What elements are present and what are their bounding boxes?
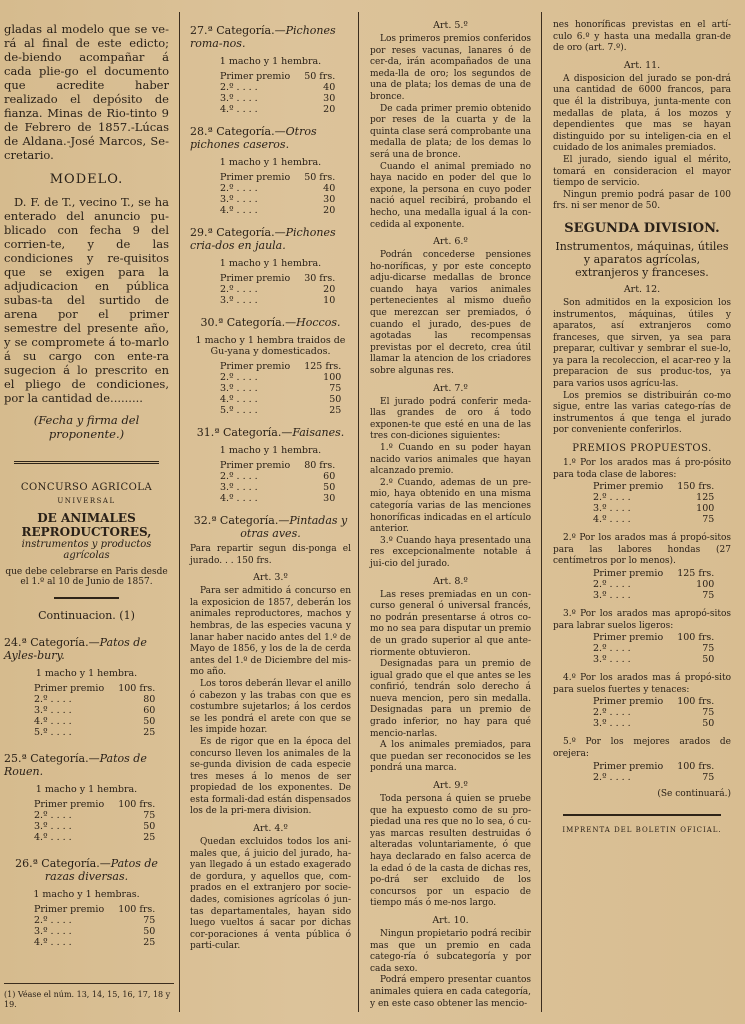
table-row: 3.º . . . . 50	[593, 654, 715, 666]
table-row: Primer premio 80 frs.	[220, 460, 336, 471]
art-11-title: Art. 11.	[623, 59, 661, 71]
category-28-pair: 1 macho y 1 hembra.	[219, 157, 322, 168]
category-26: 26.ª Categoría.—Patos de razas diversas.	[15, 857, 158, 883]
table-row: 4.º . . . . 50	[34, 716, 156, 727]
table-row: 2.º . . . . 75	[593, 643, 715, 655]
art-8-title: Art. 8.º	[433, 575, 468, 587]
art-4-title: Art. 4.º	[253, 823, 288, 835]
edict-end-text: gladas al modelo que se ve-rá al final de este edicto; de-biendo acompañar á cada plie-go el documento que acredite haber realizado el depósito de fianza. Minas de Rio-tinto 9 de Febrero de 1857.-Lúcas de Aldana.-José Marcos, Se-cretario.	[4, 22, 169, 162]
category-26-prizes	[34, 904, 159, 948]
table-row: 3.º . . . . 75	[593, 590, 715, 601]
category-29-pair: 1 macho y 1 hembra.	[219, 258, 322, 269]
table-row: 4.º . . . . 25	[34, 937, 156, 948]
column-rule	[541, 12, 542, 1012]
continuara-note: (Se continuará.)	[657, 788, 731, 799]
category-29-prizes	[220, 273, 339, 306]
art-6-p1: Podrán concederse pensiones ho-noríficas, y por este concepto adju-dicarse medallas de bronce cuando haya varios animales pertenecientes al mismo dueño que merezcan ser premiados, ó cuando el jurado, des-pues de agotadas las recompensas previstas por el decreto, crea útil llamar la atencion de los criadores sobre algunas res.	[370, 250, 531, 377]
table-row: 2.º . . . . 80	[34, 694, 156, 705]
art-12-p1: Son admitidos en la exposicion los instrumentos, máquinas, útiles y aparatos, así extranjeros como franceses, que sirven, ya sea para preparar, cultivar y sembrar el sue-lo, ya para la recoleccion, el acar-reo y la preparacion de sus produc-tos, ya para varios usos agrícu-las.	[553, 297, 731, 390]
table-row: 2.º . . . . 20	[220, 284, 336, 295]
table-row: 5.º . . . . 25	[220, 405, 342, 416]
category-28: 28.ª Categoría.—Otros pichones caseros.	[190, 125, 317, 151]
category-29: 29.ª Categoría.—Pichones cria-dos en jaula.	[190, 226, 336, 252]
table-row: 2.º . . . . 75	[593, 707, 715, 719]
art-7-p4: 3.º Cuando haya presentado una res excepcionalmente notable á jui-cio del jurado.	[370, 535, 531, 569]
table-row: Primer premio 100 frs.	[34, 683, 156, 694]
column-4	[547, 0, 745, 1024]
art-8-p1: Las reses premiadas en un con-curso general ó universal francés, no podrán presentarse á otros co-mo no sea para disputar un premio de un grado superior al que ante-riormente obtuvieron.	[370, 589, 531, 658]
concurso-instruments: instrumentos y productos agrícolas	[21, 539, 152, 561]
art-12-title: Art. 12.	[623, 283, 661, 295]
art-10-p2: Podrá empero presentar cuantos animales quiera en cada categoría, y en este caso obtener las mencio-	[370, 975, 531, 1009]
footnote: (1) Véase el núm. 13, 14, 15, 16, 17, 18 y 19.	[4, 983, 174, 1010]
prize-group-3-table	[593, 632, 718, 665]
table-row: 3.º . . . . 60	[34, 705, 156, 716]
art-8-p2: Designadas para un premio de igual grado que el que antes se les confirió, tendrán solo derecho á nueva mencion, pero sin medalla. Designadas para un premio de grado inferior, no hay para qué mencio-narlas.	[370, 659, 531, 739]
category-27: 27.ª Categoría.—Pichones roma-nos.	[190, 24, 336, 50]
table-row: 2.º . . . . 75	[34, 810, 156, 821]
table-row: Primer premio 100 frs.	[593, 696, 715, 708]
table-row: 2.º . . . . 40	[220, 82, 336, 93]
category-28-prizes	[220, 172, 339, 216]
art-5-p2: De cada primer premio obtenido por reses de la cuarta y de la quinta clase será comprobante una medalla de plata; de los demas lo será una de bronce.	[370, 103, 531, 160]
table-row: 3.º . . . . 50	[593, 718, 715, 730]
prize-group-2-table	[593, 568, 718, 601]
table-row: 2.º . . . . 125	[593, 492, 715, 504]
table-row: Primer premio 125 frs.	[220, 361, 342, 372]
art-11-p1: A disposicion del jurado se pon-drá una cantidad de 6000 francos, para que él la distribuya, junta-mente con medallas de plata, á los mozos y dependientes que mas se hayan distinguido por su inteligen-cia en el cuidado de los animales premiados.	[553, 73, 731, 154]
art-4-p1: Quedan excluidos todos los ani-males que, á juicio del jurado, ha-yan llegado á un estado exagerado de gordura, y aquellos que, com-prados en el extranjero por socie-dades, comisiones agrícolas ó jun-tas departamentales, hayan sido luego vueltos á sacar por dichas cor-poraciones á venta pública ó parti-cular.	[190, 837, 351, 952]
table-row: Primer premio 50 frs.	[220, 172, 336, 183]
table-row: 3.º . . . . 100	[593, 503, 715, 515]
table-row: 2.º . . . . 60	[220, 471, 336, 482]
table-row: Primer premio 30 frs.	[220, 273, 336, 284]
category-31-prizes	[220, 460, 339, 504]
art-5-p3: Cuando el animal premiado no haya nacido en poder del que lo expone, la persona en cuyo poder nació aquel recibirá, probando el hecho, una medalla igual á la con-cedida al exponente.	[370, 161, 531, 230]
art-7-title: Art. 7.º	[433, 382, 468, 394]
prize-group-5: 5.º Por los mejores arados de orejera:	[553, 737, 731, 759]
table-row: 4.º . . . . 20	[220, 104, 336, 115]
art-11-p3: Ningun premio podrá pasar de 100 frs. ni ser menor de 50.	[553, 189, 731, 212]
table-row: Primer premio 125 frs.	[593, 568, 715, 579]
table-row: Primer premio 150 frs.	[593, 481, 715, 493]
art-10-p1: Ningun propietario podrá recibir mas que un premio en cada catego-ría ó subcategoría y por cada sexo.	[370, 928, 531, 974]
prize-group-5-table	[593, 761, 718, 783]
category-26-pair: 1 macho y 1 hembras.	[33, 889, 140, 900]
art-5-p1: Los primeros premios conferidos por reses vacunas, lanares ó de cer-da, irán acompañados de una meda-lla de oro; los segundos de una de plata; los demas de una de bronce.	[370, 34, 531, 102]
table-row: Primer premio 50 frs.	[220, 71, 336, 82]
segunda-division-subtitle: Instrumentos, máquinas, útiles y aparatos agrícolas, extranjeros y franceses.	[555, 239, 729, 279]
prize-group-1: 1.º Por los arados mas á pro-pósito para toda clase de labores:	[553, 458, 731, 480]
table-row: 3.º . . . . 30	[220, 194, 336, 205]
table-row: 2.º . . . . 40	[220, 183, 336, 194]
art-7-p2: 1.º Cuando en su poder hayan nacido varios animales que hayan alcanzado premio.	[370, 443, 531, 477]
category-25: 25.ª Categoría.—Patos de Rouen.	[4, 752, 147, 778]
category-24: 24.ª Categoría.—Patos de Ayles-bury.	[4, 636, 147, 662]
table-row: 4.º . . . . 50	[220, 394, 342, 405]
prize-group-3: 3.º Por los arados mas apropó-sitos para labrar suelos ligeros:	[553, 609, 731, 631]
art-10-continued: nes honoríficas previstas en el artí-culo 6.º y hasta una medalla gran-de de oro (art. 7.º).	[553, 20, 731, 54]
art-9-title: Art. 9.º	[433, 780, 468, 792]
signature-line: (Fecha y firma del proponente.)	[33, 413, 140, 441]
table-row: 2.º . . . . 100	[593, 579, 715, 590]
category-30-pair: 1 macho y 1 hembra traidos de Gu-yana y domesticados.	[195, 335, 346, 357]
table-row: 3.º . . . . 50	[34, 926, 156, 937]
model-heading: MODELO.	[49, 172, 124, 187]
column-rule	[358, 12, 359, 1012]
art-7-p3: 2.º Cuando, ademas de un pre-mio, haya obtenido en una misma categoría varias de las menciones honoríficas indicadas en el artículo anterior.	[370, 477, 531, 535]
table-row: 2.º . . . . 75	[593, 771, 715, 783]
art-3-p3: Es de rigor que en la época del concurso lleven los animales de la se-gunda division de cada especie tres meses á lo menos de ser propiedad de los exponentes. De esta formali-dad están dispensados los de la pri-mera division.	[190, 736, 351, 817]
category-24-prizes	[34, 683, 159, 738]
concurso-dates: que debe celebrarse en Paris desde el 1.º al 10 de Junio de 1857.	[5, 567, 168, 587]
art-7-p1: El jurado podrá conferir meda-llas grandes de oro á todo exponen-te que esté en una de las tres con-diciones siguientes:	[370, 396, 531, 442]
short-rule	[54, 597, 119, 599]
prize-group-1-table	[593, 481, 718, 525]
prize-group-4: 4.º Por los arados mas á propó-sito para suelos fuertes y tenaces:	[553, 673, 731, 695]
category-27-prizes	[220, 71, 339, 115]
art-3-p2: Los toros deberán llevar el anillo ó cabezon y las trabas con que es costumbre sujetarlos; á los cerdos se les pondrá el arete con que se les impide hozar.	[190, 678, 351, 736]
table-row: 3.º . . . . 50	[220, 482, 336, 493]
prize-group-4-table	[593, 696, 718, 729]
table-row: 4.º . . . . 30	[220, 493, 336, 504]
table-row: 3.º . . . . 75	[220, 383, 342, 394]
separator	[14, 461, 159, 464]
column-2	[182, 0, 355, 1024]
column-1	[0, 0, 177, 1024]
table-row: 3.º . . . . 50	[34, 821, 156, 832]
art-3-p1: Para ser admitido á concurso en la exposicion de 1857, deberán los animales reproductores, machos y hembras, de las especies vacuna y lanar haber nacido antes del 1.º de Mayo de 1856, y los de la de cerda antes del 1.º de Diciembre del mis-mo año.	[190, 586, 351, 678]
column-3	[362, 0, 537, 1024]
art-5-title: Art. 5.º	[433, 20, 468, 31]
art-11-p2: El jurado, siendo igual el mérito, tomará en consideracion el mayor tiempo de servicio.	[553, 154, 731, 189]
table-row: Primer premio 100 frs.	[593, 760, 715, 772]
art-6-title: Art. 6.º	[433, 236, 468, 248]
table-row: Primer premio 100 frs.	[593, 632, 715, 644]
category-32: 32.ª Categoría.—Pintadas y otras aves.	[193, 514, 348, 540]
category-30: 30.ª Categoría.—Hoccos.	[200, 316, 341, 329]
concurso-subtitle: DE ANIMALES REPRODUCTORES,	[21, 511, 152, 539]
column-rule	[179, 12, 180, 1012]
concurso-universal: UNIVERSAL	[57, 497, 116, 505]
category-25-prizes	[34, 799, 159, 843]
category-31-pair: 1 macho y 1 hembra.	[219, 445, 322, 456]
table-row: 4.º . . . . 25	[34, 832, 156, 843]
category-32-text: Para repartir segun dis-ponga el jurado. . . 150 frs.	[190, 544, 351, 566]
table-row: Primer premio 100 frs.	[34, 799, 156, 810]
table-row: 3.º . . . . 10	[220, 295, 336, 306]
art-10-title: Art. 10.	[432, 914, 469, 926]
category-25-pair: 1 macho y 1 hembra.	[35, 784, 138, 795]
art-9-p1: Toda persona á quien se pruebe que ha expuesto como de su pro-piedad una res que no lo sea, ó cu-yas marcas resulten destruidas ó alteradas voluntariamente, ó que haya declarado en falso acerca de la edad ó de la casta de dichas res, po-drá ser excluido de los concursos por un espacio de tiempo más ó me-nos largo.	[370, 794, 531, 909]
table-row: 4.º . . . . 20	[220, 205, 336, 216]
continuacion-heading: Continuacion. (1)	[38, 609, 135, 622]
table-row: 2.º . . . . 100	[220, 372, 342, 383]
category-31: 31.ª Categoría.—Faisanes.	[196, 426, 345, 439]
art-8-p3: A los animales premiados, para que puedan ser reconocidos se les pondrá una marca.	[370, 740, 531, 774]
premios-heading: PREMIOS PROPUESTOS.	[572, 443, 712, 455]
separator	[563, 814, 721, 816]
table-row: Primer premio 100 frs.	[34, 904, 156, 915]
table-row: 4.º . . . . 75	[593, 514, 715, 526]
category-27-pair: 1 macho y 1 hembra.	[219, 56, 322, 67]
segunda-division-heading: SEGUNDA DIVISION.	[564, 220, 720, 236]
art-12-p2: Los premios se distribuirán co-mo sigue, entre las varias catego-rías de instrumentos á que tenga el jurado por conveniente conferirlos.	[553, 390, 731, 436]
model-text: D. F. de T., vecino T., se ha enterado del anuncio pu-blicado con fecha 9 del corrien-te, y de las condiciones y re-quisitos que se exigen para la adjudicacion en pública subas-ta del surtido de arena por el primer semestre del presente año, y se compromete á to-marlo á su cargo con ente-ra sugecion á lo prescrito en el pliego de condiciones, por la cantidad de.........	[4, 195, 169, 405]
printer-imprint: IMPRENTA DEL BOLETIN OFICIAL.	[562, 826, 722, 835]
table-row: 3.º . . . . 30	[220, 93, 336, 104]
category-30-prizes	[220, 361, 345, 416]
table-row: 5.º . . . . 25	[34, 727, 156, 738]
table-row: 2.º . . . . 75	[34, 915, 156, 926]
category-24-pair: 1 macho y 1 hembra.	[35, 668, 138, 679]
concurso-title: CONCURSO AGRICOLA	[20, 482, 153, 493]
prize-group-2: 2.º Por los arados mas á propó-sitos para las labores hondas (27 centímetros por lo menos).	[553, 533, 731, 567]
art-3-title: Art. 3.º	[253, 572, 288, 584]
